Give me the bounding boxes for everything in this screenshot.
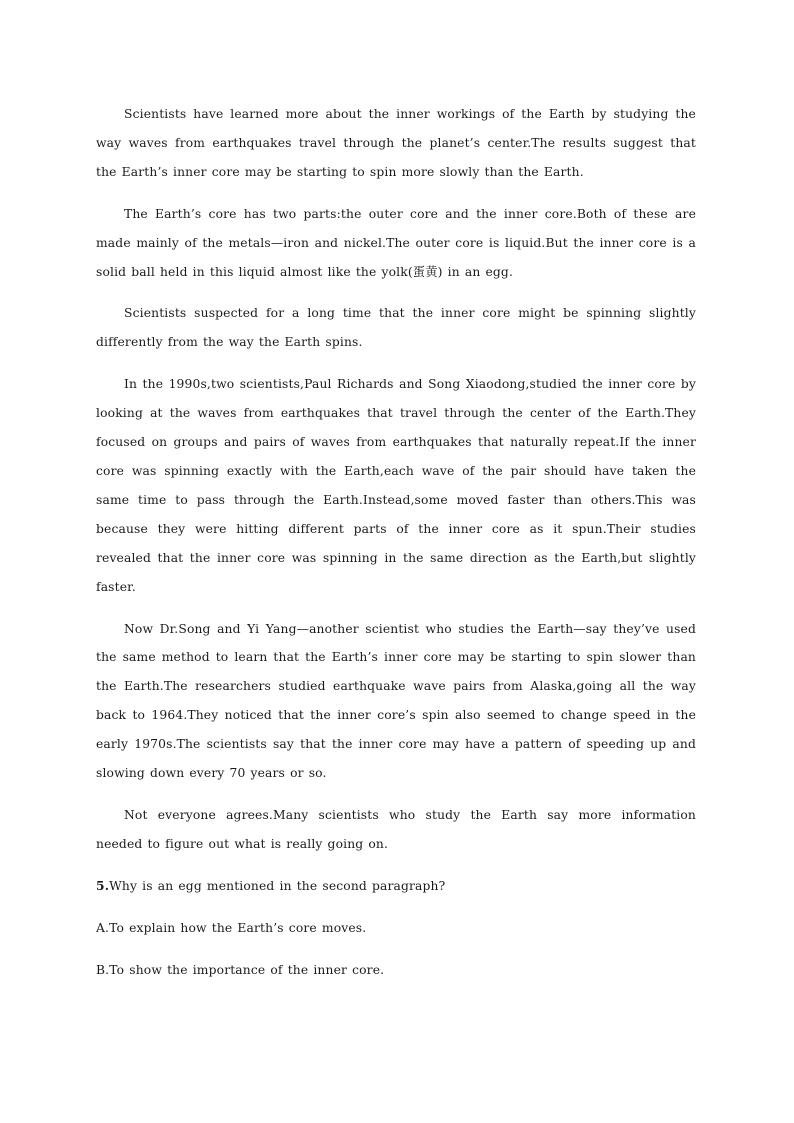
passage-paragraph-3: Scientists suspected for a long time that the inner core might be spinning slightly differently from the way the Earth spins. [96, 306, 696, 350]
option-a: A.To explain how the Earth’s core moves. [96, 920, 367, 935]
passage-paragraph-6: Not everyone agrees.Many scientists who study the Earth say more information needed to figure out what is really going on. [96, 807, 696, 851]
passage-paragraph-2: The Earth’s core has two parts:the outer core and the inner core.Both of these are made mainly of the metals—iron and nickel.The outer core is liquid.But the inner core is a solid ball held in this liquid almost like the yolk(蛋黄) in an egg. [96, 206, 696, 279]
question-number: 5. [96, 877, 110, 893]
document-page [96, 100, 696, 997]
option-b: B.To show the importance of the inner core. [96, 962, 385, 977]
passage-paragraph-5: Now Dr.Song and Yi Yang—another scientist who studies the Earth—say they’ve used the same method to learn that the Earth’s inner core may be starting to spin slower than the Earth.The researchers studied earthquake wave pairs from Alaska,going all the way back to 1964.They noticed that the inner core’s spin also seemed to change speed in the early 1970s.The scientists say that the inner core may have a pattern of speeding up and slowing down every 70 years or so. [96, 621, 696, 781]
question-text: Why is an egg mentioned in the second paragraph? [109, 878, 446, 893]
passage-paragraph-4: In the 1990s,two scientists,Paul Richards and Song Xiaodong,studied the inner core by looking at the waves from earthquakes that travel through the center of the Earth.They focused on groups and pairs of waves from earthquakes that naturally repeat.If the inner core was spinning exactly with the Earth,each wave of the pair should have taken the same time to pass through the Earth.Instead,some moved faster than others.This was because they were hitting different parts of the inner core as it spun.Their studies revealed that the inner core was spinning in the same direction as the Earth,but slightly faster. [96, 377, 696, 594]
question-5 [96, 872, 696, 901]
passage-paragraph-1: Scientists have learned more about the inner workings of the Earth by studying the way waves from earthquakes travel through the planet’s center.The results suggest that the Earth’s inner core may be starting to spin more slowly than the Earth. [96, 107, 696, 179]
